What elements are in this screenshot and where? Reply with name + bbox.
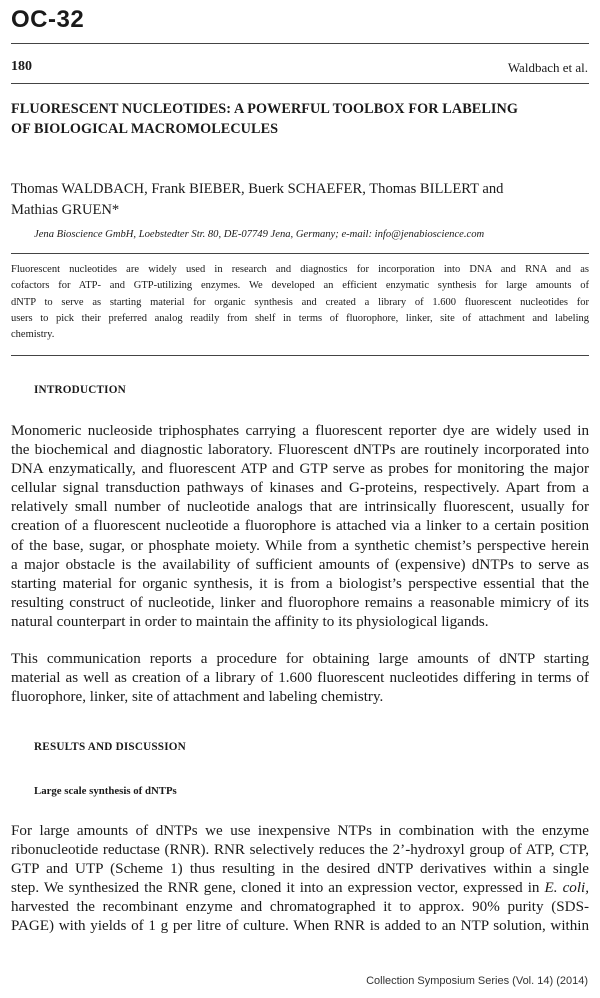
paper-title bbox=[11, 99, 589, 139]
author-line: Mathias GRUEN* bbox=[11, 202, 120, 218]
text-line: a major obstacle is the availability of sufficient amounts of (expensive) dNTPs to serve as bbox=[11, 556, 589, 573]
page-number: 180 bbox=[11, 59, 32, 74]
affiliation: Jena Bioscience GmbH, Loebstedter Str. 80, DE-07749 Jena, Germany; e-mail: info@jenabioscience.com bbox=[34, 229, 485, 240]
running-head: Waldbach et al. bbox=[507, 60, 588, 75]
abstract-divider-bottom bbox=[11, 355, 589, 356]
text-line: Monomeric nucleoside triphosphates carrying a fluorescent reporter dye are widely used in bbox=[11, 423, 589, 439]
top-divider bbox=[11, 43, 589, 44]
abstract-line: Fluorescent nucleotides are widely used in research and diagnostics for incorporation into DNA and RNA and as bbox=[11, 264, 589, 275]
text-line: material as well as creation of a library of 1.600 fluorescent nucleotides differing in terms of bbox=[11, 670, 589, 687]
text-line: cellular signal transduction pathways of kinases and G-proteins, respectively. Apart from a bbox=[11, 480, 589, 497]
abstract bbox=[11, 262, 589, 343]
text-line: DNA enzymatically, and fluorescent ATP and GTP serve as probes for monitoring the major bbox=[11, 461, 589, 478]
abstract-line: dNTP to serve as starting material for organic synthesis and created a library of 1.600 fluorescent nucleotides for bbox=[11, 296, 589, 308]
text-line: harvested the recombinant enzyme and chromatographed it to approx. 90% purity (SDS- bbox=[11, 899, 589, 916]
text-line: GTP and UTP (Scheme 1) thus resulting in the desired dNTP derivatives within a single bbox=[11, 861, 589, 878]
abstract-line: users to pick their preferred analog readily from shelf in terms of fluorophore, linker, site of attachment and labeling bbox=[11, 312, 589, 324]
author-list bbox=[11, 179, 589, 221]
introduction-paragraph bbox=[11, 650, 589, 707]
text-line: PAGE) with yields of 1 g per litre of culture. When RNR is added to an NTP solution, within bbox=[11, 918, 589, 935]
species-name: E. coli, bbox=[544, 880, 589, 897]
journal-footer: Collection Symposium Series (Vol. 14) (2014) bbox=[366, 975, 588, 987]
abstract-divider-top bbox=[11, 253, 589, 254]
text-line: natural counterpart in order to maintain the affinity to its physiological ligands. bbox=[11, 613, 489, 630]
text-line: fluorophore, linker, site of attachment and labeling chemistry. bbox=[11, 689, 384, 706]
session-code: OC-32 bbox=[11, 6, 85, 33]
text-line: ribonucleotide reductase (RNR). RNR selectively reduces the 2’-hydroxyl group of ATP, CTP, bbox=[11, 842, 589, 859]
author-line: Thomas WALDBACH, Frank BIEBER, Buerk SCHAEFER, Thomas BILLERT and bbox=[11, 181, 504, 197]
abstract-line: cofactors for ATP- and GTP-utilizing enzymes. We developed an efficient enzymatic synthesis for large amounts of bbox=[11, 280, 589, 292]
text-line: relatively small number of nucleotide analogs that are intrinsically fluorescent, usually for bbox=[11, 499, 589, 516]
text-line: This communication reports a procedure for obtaining large amounts of dNTP starting bbox=[11, 651, 589, 667]
text-line: creation of a fluorescent nucleotide a fluorophore is attached via a linker to a certain position bbox=[11, 518, 589, 535]
header-divider bbox=[11, 83, 589, 84]
title-line: OF BIOLOGICAL MACROMOLECULES bbox=[11, 121, 279, 137]
section-heading-introduction: INTRODUCTION bbox=[34, 384, 126, 396]
section-heading-results: RESULTS AND DISCUSSION bbox=[34, 741, 186, 753]
subsection-heading: Large scale synthesis of dNTPs bbox=[34, 785, 177, 797]
results-paragraph bbox=[11, 822, 589, 937]
text-line: the biochemical and diagnostic laboratory. Fluorescent dNTPs are routinely incorporated into bbox=[11, 442, 589, 459]
text-line: resulting construct of nucleotide, linker and fluorophore remains a reasonable mimicry of its bbox=[11, 594, 589, 611]
title-line: FLUORESCENT NUCLEOTIDES: A POWERFUL TOOLBOX FOR LABELING bbox=[11, 101, 519, 117]
introduction-paragraph bbox=[11, 422, 589, 632]
text-fragment: step. We synthesized the RNR gene, cloned it into an expression vector, expressed in bbox=[11, 880, 540, 897]
text-line: of the base, sugar, or phosphate moiety. While from a synthetic chemist’s perspective herein bbox=[11, 537, 589, 554]
text-line: For large amounts of dNTPs we use inexpensive NTPs in combination with the enzyme bbox=[11, 823, 589, 839]
text-line-with-italic bbox=[11, 879, 589, 898]
text-line: starting material for organic synthesis, it is from a biologist’s perspective essential that the bbox=[11, 575, 589, 592]
abstract-line: chemistry. bbox=[11, 329, 55, 341]
